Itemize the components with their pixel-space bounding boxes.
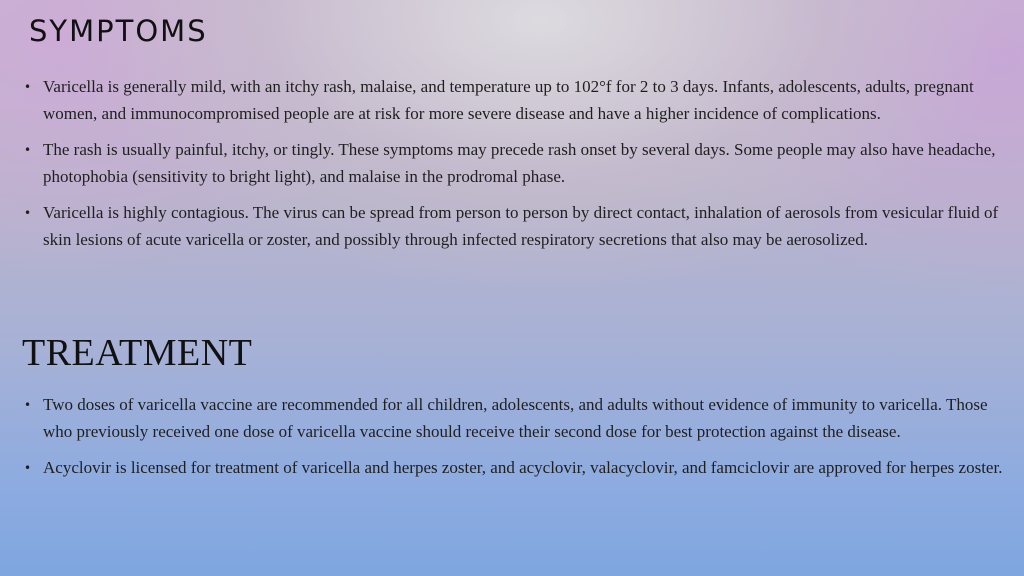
list-item [22,74,1012,127]
symptoms-list [22,74,1012,253]
symptoms-heading: SYMPTOMS [29,14,208,48]
list-item [22,137,1012,190]
list-item-text: The rash is usually painful, itchy, or tingly. These symptoms may precede rash onset by several days. Some people may also have headache, photophobia (sensitivity to bright light), and malaise in the prodromal phase. [43,140,996,186]
list-item [22,455,1012,482]
list-item [22,200,1012,253]
bullet-icon: • [24,80,32,94]
list-item-text: Varicella is highly contagious. The virus can be spread from person to person by direct contact, inhalation of aerosols from vesicular fluid of skin lesions of acute varicella or zoster, and possibly through infected respiratory secretions that also may be aerosolized. [43,203,999,249]
treatment-list [22,392,1012,482]
list-item [22,392,1012,445]
bullet-icon: • [24,206,32,220]
treatment-heading: TREATMENT [22,332,253,374]
bullet-icon: • [24,398,32,412]
list-item-text: Varicella is generally mild, with an itchy rash, malaise, and temperature up to 102°f for 2 to 3 days. Infants, adolescents, adults, pregnant women, and immunocompromised people are at risk for more severe disease and have a higher incidence of complications. [43,77,974,123]
bullet-icon: • [24,143,32,157]
bullet-icon: • [24,461,32,475]
list-item-text: Acyclovir is licensed for treatment of varicella and herpes zoster, and acyclovir, valacyclovir, and famciclovir are approved for herpes zoster. [43,458,1003,477]
list-item-text: Two doses of varicella vaccine are recommended for all children, adolescents, and adults without evidence of immunity to varicella. Those who previously received one dose of varicella vaccine should receive their second dose for best protection against the disease. [43,395,988,441]
